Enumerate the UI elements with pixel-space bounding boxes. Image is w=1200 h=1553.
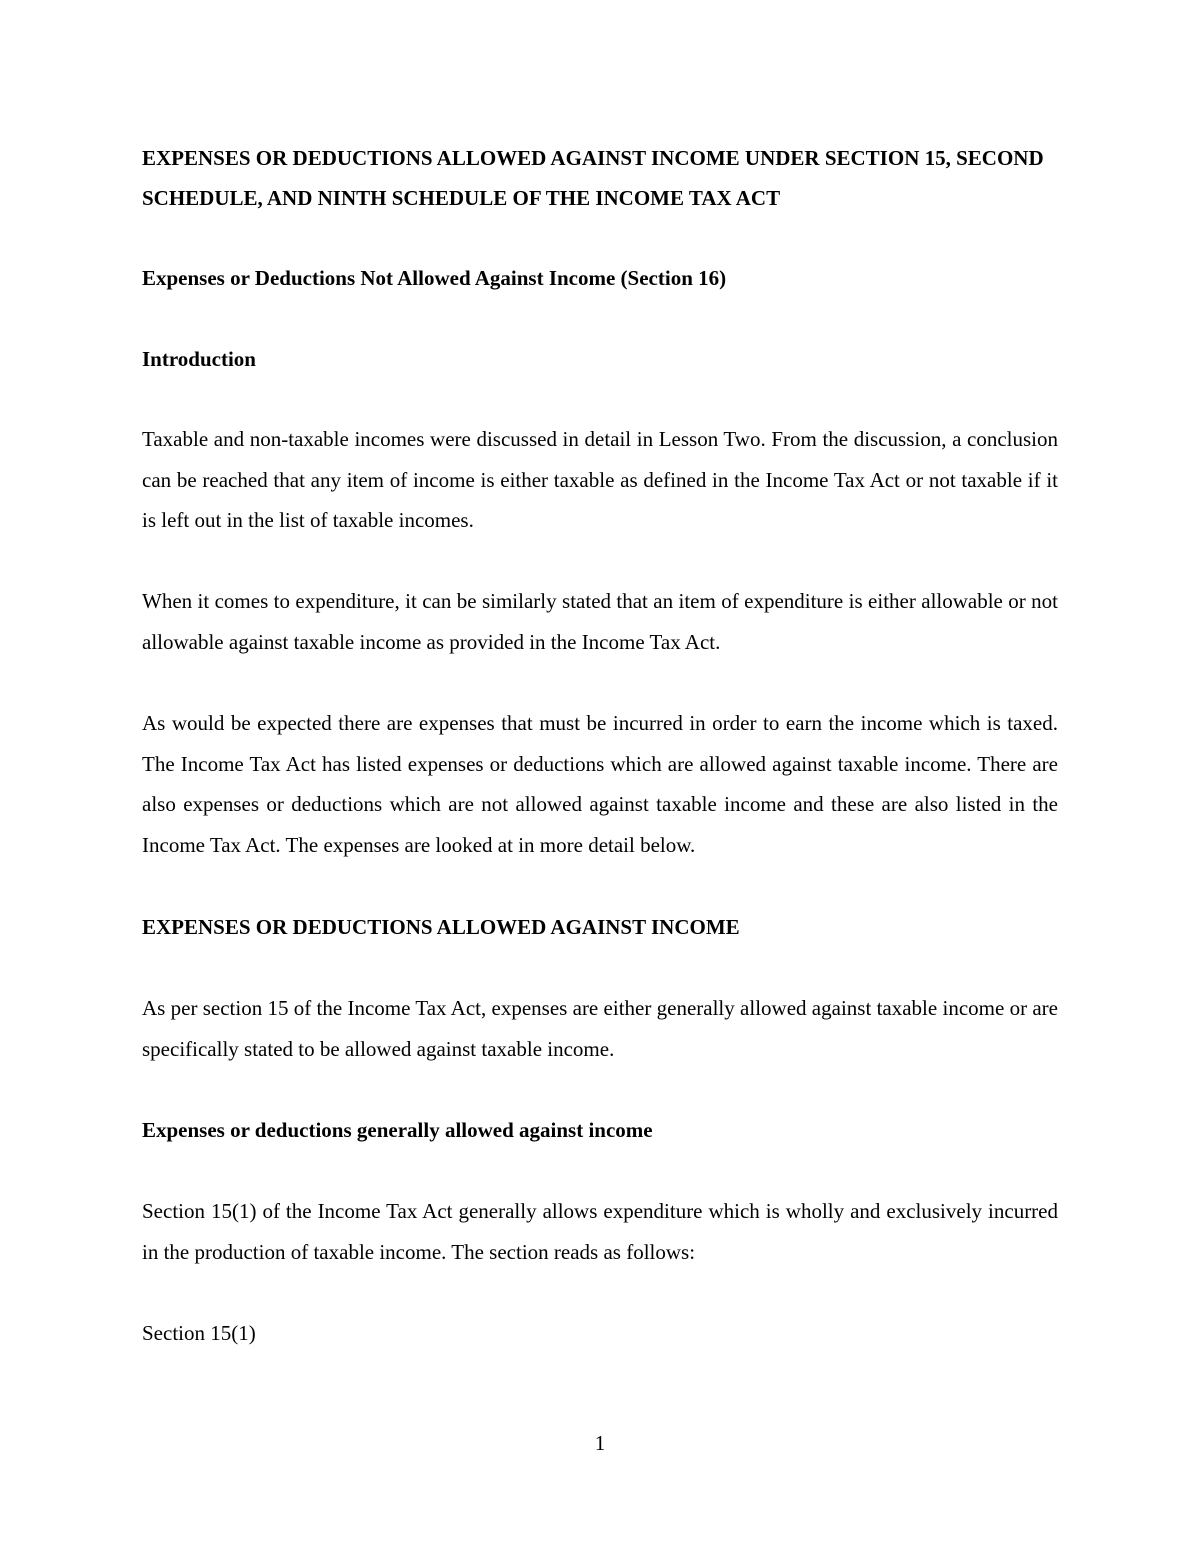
paragraph-section-15-1: Section 15(1) of the Income Tax Act generally allows expenditure which is wholly and exclusively incurred in the production of taxable income. The section reads as follows: bbox=[142, 1199, 1058, 1264]
document-title: EXPENSES OR DEDUCTIONS ALLOWED AGAINST INCOME UNDER SECTION 15, SECOND SCHEDULE, AND NINTH SCHEDULE OF THE INCOME TAX ACT bbox=[142, 146, 1044, 210]
intro-heading: Introduction bbox=[142, 347, 256, 371]
document-subtitle: Expenses or Deductions Not Allowed Against Income (Section 16) bbox=[142, 266, 727, 290]
section-heading: EXPENSES OR DEDUCTIONS ALLOWED AGAINST INCOME bbox=[142, 915, 740, 939]
paragraph-taxable-incomes: Taxable and non-taxable incomes were discussed in detail in Lesson Two. From the discussion, a conclusion can be reached that any item of income is either taxable as defined in the Income Tax Act or not taxable if it is left out in the list of taxable incomes. bbox=[142, 427, 1058, 532]
page-number: 1 bbox=[594, 1431, 606, 1455]
paragraph-section-15: As per section 15 of the Income Tax Act, expenses are either generally allowed against taxable income or are specifically stated to be allowed against taxable income. bbox=[142, 996, 1058, 1061]
subheading-generally-allowed: Expenses or deductions generally allowed against income bbox=[142, 1118, 653, 1142]
paragraph-expenditure: When it comes to expenditure, it can be similarly stated that an item of expenditure is either allowable or not allowable against taxable income as provided in the Income Tax Act. bbox=[142, 589, 1058, 654]
section-label: Section 15(1) bbox=[142, 1321, 256, 1345]
paragraph-expenses-incurred: As would be expected there are expenses that must be incurred in order to earn the income which is taxed. The Income Tax Act has listed expenses or deductions which are allowed against taxable income. There are also expenses or deductions which are not allowed against taxable income and these are also listed in the Income Tax Act. The expenses are looked at in more detail below. bbox=[142, 711, 1058, 857]
